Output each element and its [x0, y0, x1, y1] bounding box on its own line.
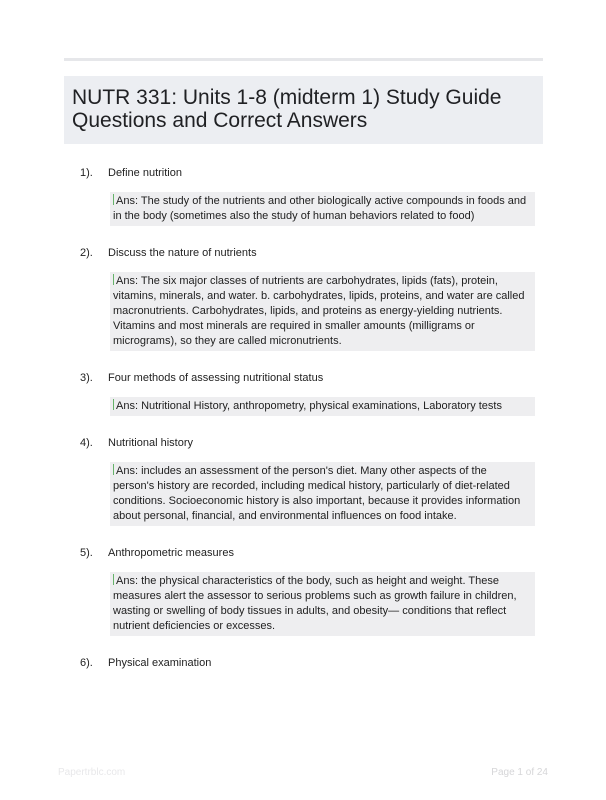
answer-box [110, 272, 535, 351]
qa-item-2 [80, 246, 535, 351]
qa-item-3 [80, 371, 535, 416]
qa-item-6 [80, 656, 535, 670]
question-row [80, 246, 535, 260]
answer-marker [113, 274, 114, 285]
answer-box [110, 462, 535, 526]
question-row [80, 656, 535, 670]
answer-marker [113, 399, 114, 410]
question-text: Anthropometric measures [108, 547, 234, 559]
question-number: 3). [80, 372, 93, 384]
answer-box [110, 397, 535, 416]
answer-text: Ans: Nutritional History, anthropometry, physical examinations, Laboratory tests [116, 400, 502, 412]
question-row [80, 371, 535, 385]
question-number: 5). [80, 547, 93, 559]
question-row [80, 166, 535, 180]
question-row [80, 436, 535, 450]
qa-item-4 [80, 436, 535, 526]
answer-marker [113, 464, 114, 475]
page-title [72, 86, 535, 132]
footer-watermark: Papertrblc.com [58, 767, 126, 778]
answer-text: Ans: the physical characteristics of the body, such as height and weight. These measures alert the assessor to serious problems such as growth failure in children, wasting or swelling of body tissues in adults, and obesity— conditions that reflect nutrient deficiencies or excesses. [113, 575, 517, 632]
question-list [80, 166, 535, 690]
question-number: 6). [80, 657, 93, 669]
title-line-2: Questions and Correct Answers [72, 109, 368, 132]
question-text: Physical examination [108, 657, 212, 669]
question-number: 1). [80, 167, 93, 179]
page-number: Page 1 of 24 [491, 767, 548, 778]
answer-text: Ans: The study of the nutrients and other biologically active compounds in foods and in the body (sometimes also the study of human behaviors related to food) [113, 195, 527, 222]
qa-item-1 [80, 166, 535, 226]
question-text: Nutritional history [108, 437, 193, 449]
question-text: Define nutrition [108, 167, 182, 179]
answer-marker [113, 574, 114, 585]
question-text: Discuss the nature of nutrients [108, 247, 257, 259]
answer-marker [113, 194, 114, 205]
answer-text: Ans: includes an assessment of the person's diet. Many other aspects of the person's history are recorded, including medical history, particularly of diet-related conditions. Socioeconomic history is also important, because it provides information about personal, financial, and environmental influences on food intake. [113, 465, 521, 522]
question-text: Four methods of assessing nutritional status [108, 372, 324, 384]
answer-box [110, 192, 535, 226]
question-number: 4). [80, 437, 93, 449]
answer-box [110, 572, 535, 636]
qa-item-5 [80, 546, 535, 636]
question-row [80, 546, 535, 560]
top-divider [64, 58, 543, 61]
title-block [64, 76, 543, 144]
question-number: 2). [80, 247, 93, 259]
answer-text: Ans: The six major classes of nutrients are carbohydrates, lipids (fats), protein, vitamins, minerals, and water. b. carbohydrates, lipids, proteins, and water are called macronutrients. Carbohydrates, lipids, and proteins as energy-yielding nutrients. Vitamins and most minerals are required in smaller amounts (milligrams or micrograms), so they are called micronutrients. [113, 275, 525, 347]
title-line-1: NUTR 331: Units 1-8 (midterm 1) Study Guide [72, 86, 502, 109]
